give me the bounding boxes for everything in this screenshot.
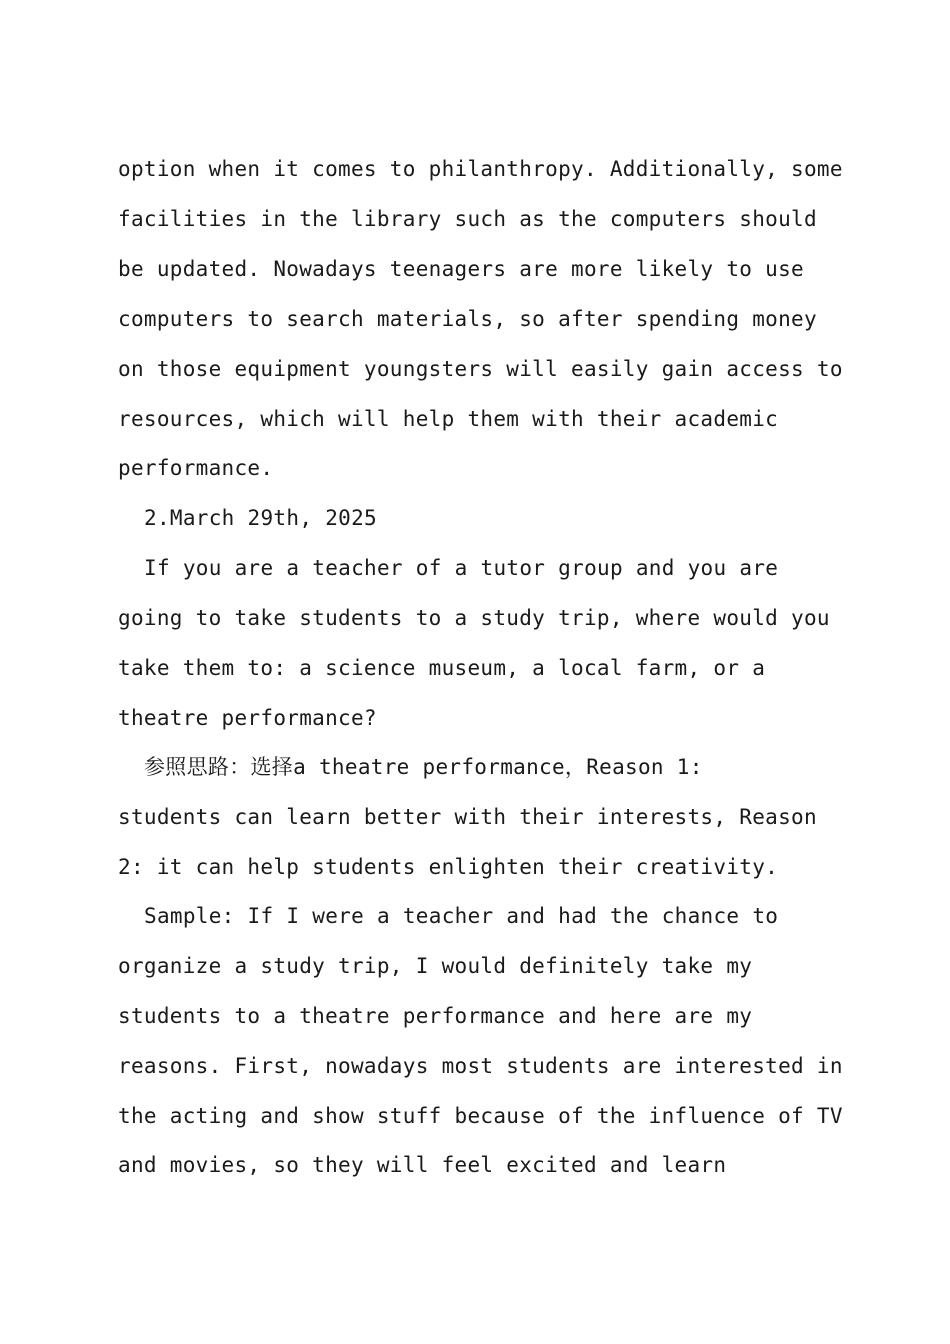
sample-line: students to a theatre performance and here are my (118, 1004, 753, 1028)
text-line: on those equipment youngsters will easily gain access to (118, 357, 843, 381)
sample-line: the acting and show stuff because of the influence of TV (118, 1104, 843, 1128)
reference-idea-line: 2: it can help students enlighten their creativity. (118, 855, 779, 879)
question-line: If you are a teacher of a tutor group and you are (144, 556, 779, 580)
sample-line: Sample: If I were a teacher and had the chance to (144, 904, 779, 928)
question-line: take them to: a science museum, a local farm, or a (118, 656, 766, 680)
text-line: be updated. Nowadays teenagers are more likely to use (118, 257, 804, 281)
sample-line: reasons. First, nowadays most students are interested in (118, 1054, 843, 1078)
reference-idea-line: 参照思路：选择a theatre performance，Reason 1: (144, 755, 703, 779)
question-line: going to take students to a study trip, where would you (118, 606, 830, 630)
text-line: resources, which will help them with their academic (118, 407, 779, 431)
sample-line: organize a study trip, I would definitely take my (118, 954, 753, 978)
text-line: computers to search materials, so after spending money (118, 307, 817, 331)
text-line: facilities in the library such as the computers should (118, 207, 817, 231)
question-line: theatre performance? (118, 706, 377, 730)
reference-idea-line: students can learn better with their interests, Reason (118, 805, 817, 829)
sample-line: and movies, so they will feel excited and learn (118, 1153, 727, 1177)
text-line: option when it comes to philanthropy. Additionally, some (118, 157, 843, 181)
text-line: performance. (118, 456, 274, 480)
section-heading: 2.March 29th, 2025 (144, 506, 377, 530)
